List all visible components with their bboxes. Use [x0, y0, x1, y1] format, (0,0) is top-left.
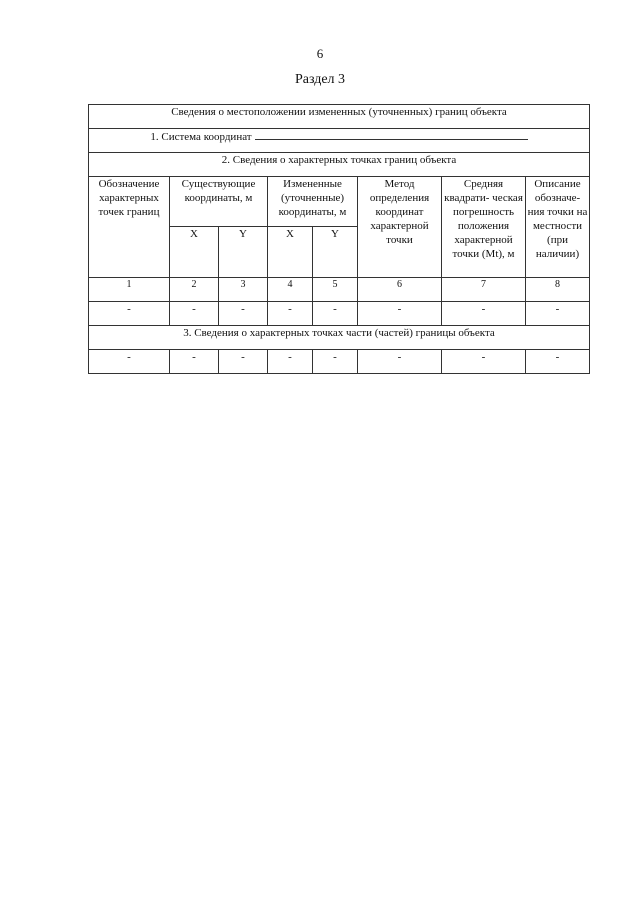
header-existing-y: Y	[219, 227, 268, 278]
page-number: 6	[316, 46, 324, 61]
column-number-row	[89, 278, 590, 302]
table-cell: -	[526, 302, 590, 326]
header-existing-coords: Существующие координаты, м	[170, 177, 268, 227]
table-cell: -	[358, 302, 442, 326]
column-number: 7	[442, 278, 526, 302]
table-cell: -	[170, 350, 219, 374]
boundary-table	[88, 104, 590, 374]
table-cell: -	[268, 302, 313, 326]
table-cell: -	[89, 350, 170, 374]
part-points-heading: 3. Сведения о характерных точках части (частей) границы объекта	[89, 326, 590, 350]
char-points-heading: 2. Сведения о характерных точках границ объекта	[89, 153, 590, 177]
coord-system-row	[89, 129, 590, 153]
header-changed-y: Y	[313, 227, 358, 278]
table-cell: -	[358, 350, 442, 374]
table-caption: Сведения о местоположении измененных (уточненных) границ объекта	[89, 105, 590, 129]
table-cell: -	[313, 302, 358, 326]
table-row	[89, 350, 590, 374]
section-title: Раздел 3	[294, 72, 346, 87]
table-cell: -	[268, 350, 313, 374]
header-changed-coords: Измененные (уточненные) координаты, м	[268, 177, 358, 227]
coord-system-blank-line	[255, 129, 528, 140]
header-method: Метод определения координат характерной точки	[358, 177, 442, 278]
header-designation: Обозначение характерных точек границ	[89, 177, 170, 278]
header-changed-x: X	[268, 227, 313, 278]
table-cell: -	[526, 350, 590, 374]
header-mean-error: Средняя квадрати- ческая погрешность положения характерной точки (Mt), м	[442, 177, 526, 278]
column-number: 3	[219, 278, 268, 302]
column-number: 4	[268, 278, 313, 302]
coord-system-label: 1. Система координат	[150, 131, 252, 143]
table-cell: -	[313, 350, 358, 374]
table-cell: -	[442, 302, 526, 326]
column-number: 6	[358, 278, 442, 302]
table-cell: -	[219, 302, 268, 326]
column-number: 2	[170, 278, 219, 302]
column-number: 8	[526, 278, 590, 302]
table-cell: -	[219, 350, 268, 374]
column-number: 5	[313, 278, 358, 302]
header-description: Описание обозначе- ния точки на местности (при наличии)	[526, 177, 590, 278]
table-row	[89, 302, 590, 326]
column-number: 1	[89, 278, 170, 302]
table-cell: -	[442, 350, 526, 374]
header-existing-x: X	[170, 227, 219, 278]
table-cell: -	[170, 302, 219, 326]
table-cell: -	[89, 302, 170, 326]
